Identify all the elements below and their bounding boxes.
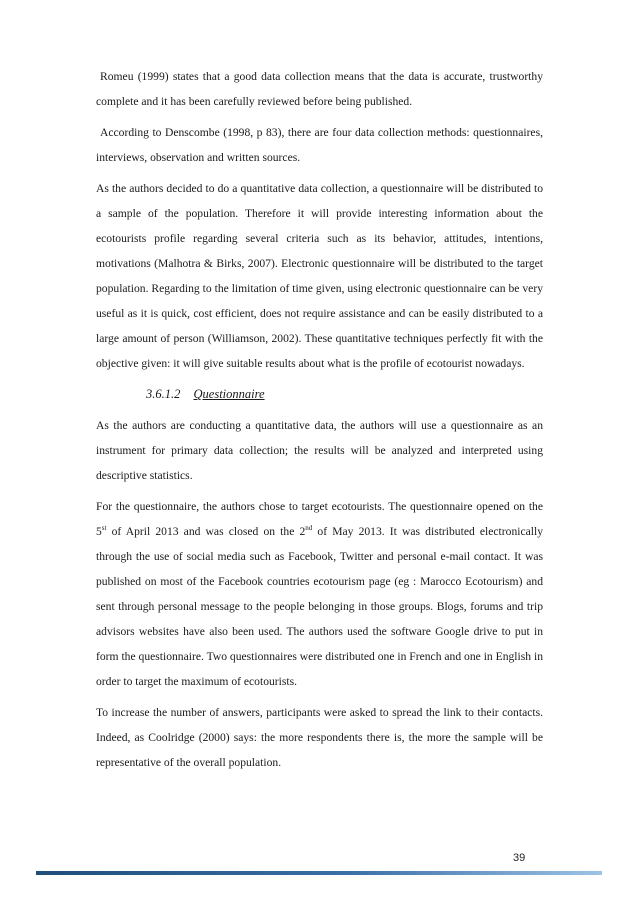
page-number: 39 xyxy=(513,852,526,864)
ordinal-suffix-nd: nd xyxy=(305,524,313,532)
ordinal-suffix-st: st xyxy=(101,524,107,532)
footer-rule-bar xyxy=(36,871,602,875)
paragraph-respondents: To increase the number of answers, participants were asked to spread the link to their contacts. Indeed, as Coolridge (2000) says: the more respondents there is, the more the sample will be representative of the overall population. xyxy=(96,706,543,769)
distribution-text-2: of April 2013 and was closed on the 2 xyxy=(106,525,306,538)
footer-rule xyxy=(36,871,602,875)
distribution-text-3: of May 2013. It was distributed electronically through the use of social media such as Facebook, Twitter and personal e-mail contact. It was published on most of the Facebook countries ecotourism page (eg : Marocco Ecotourism) and sent through personal message to the people belonging in those groups. Blogs, forums and trip advisors websites have also been used. The authors used the software Google drive to put in form the questionnaire. Two questionnaires were distributed one in French and one in English in order to target the maximum of ecotourists. xyxy=(96,525,543,688)
distribution-text-1: For the questionnaire, the authors chose to target ecotourists. The questionnaire opened on the 5 xyxy=(96,500,543,538)
paragraph-romeu: Romeu (1999) states that a good data collection means that the data is accurate, trustworthy complete and it has been carefully reviewed before being published. xyxy=(96,70,543,108)
section-heading xyxy=(146,382,543,407)
paragraph-quantitative-collection: As the authors decided to do a quantitative data collection, a questionnaire will be distributed to a sample of the population. Therefore it will provide interesting information about the ecotourists profile regarding several criteria such as its behavior, attitudes, intentions, motivations (Malhotra & Birks, 2007). Electronic questionnaire will be distributed to the target population. Regarding to the limitation of time given, using electronic questionnaire can be very useful as it is quick, cost efficient, does not require assistance and can be easily distributed to a large amount of person (Williamson, 2002). These quantitative techniques perfectly fit with the objective given: it will give suitable results about what is the profile of ecotourist nowadays. xyxy=(96,182,543,370)
body-text xyxy=(96,64,543,781)
section-number: 3.6.1.2 xyxy=(146,387,181,401)
paragraph-denscombe: According to Denscombe (1998, p 83), there are four data collection methods: questionnaires, interviews, observation and written sources. xyxy=(96,126,543,164)
section-title: Questionnaire xyxy=(193,387,265,401)
paragraph-instrument: As the authors are conducting a quantitative data, the authors will use a questionnaire as an instrument for primary data collection; the results will be analyzed and interpreted using descriptive statistics. xyxy=(96,419,543,482)
paragraph-questionnaire-distribution xyxy=(96,494,543,694)
